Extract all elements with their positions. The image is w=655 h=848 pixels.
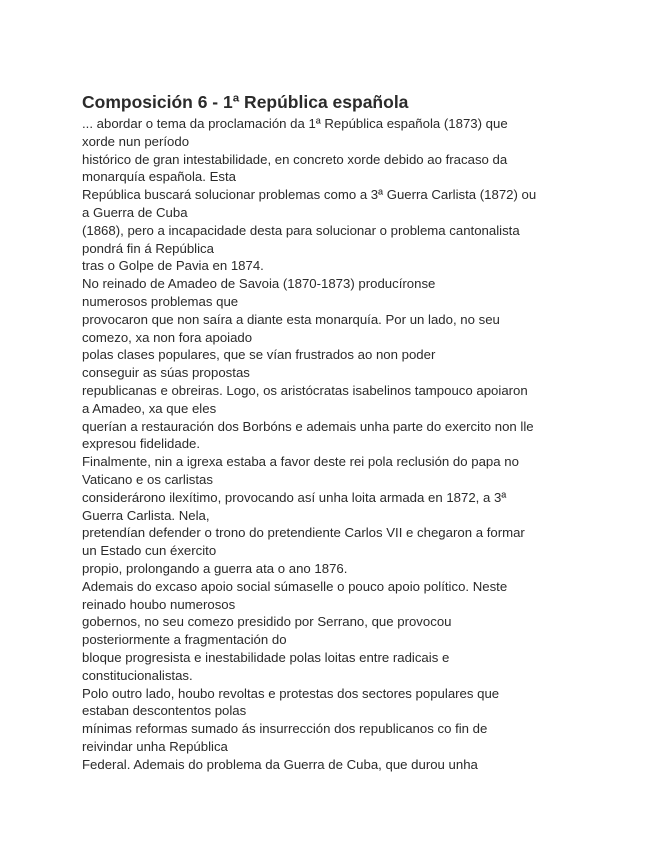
text-line: republicanas e obreiras. Logo, os aristócratas isabelinos tampouco apoiaron xyxy=(82,382,528,398)
text-line: Polo outro lado, houbo revoltas e protestas dos sectores populares que xyxy=(82,685,500,701)
text-line: reinado houbo numerosos xyxy=(82,596,236,612)
document-body xyxy=(82,115,574,773)
text-line: constitucionalistas. xyxy=(82,667,193,683)
document-content xyxy=(82,91,574,773)
text-line: estaban descontentos polas xyxy=(82,703,247,719)
text-line: comezo, xa non fora apoiado xyxy=(82,329,253,345)
text-line: Federal. Ademais do problema da Guerra de Cuba, que durou unha xyxy=(82,756,478,772)
text-line: monarquía española. Esta xyxy=(82,169,236,185)
text-line: bloque progresista e inestabilidade polas loitas entre radicais e xyxy=(82,649,450,665)
text-line: República buscará solucionar problemas como a 3ª Guerra Carlista (1872) ou xyxy=(82,187,537,203)
text-line: polas clases populares, que se vían frustrados ao non poder xyxy=(82,347,436,363)
text-line: Finalmente, nin a igrexa estaba a favor deste rei pola reclusión do papa no xyxy=(82,454,519,470)
text-line: tras o Golpe de Pavia en 1874. xyxy=(82,258,264,274)
text-line: ... abordar o tema da proclamación da 1ª República española (1873) que xyxy=(82,116,508,131)
text-line: Guerra Carlista. Nela, xyxy=(82,507,210,523)
text-line: Ademais do excaso apoio social súmaselle o pouco apoio político. Neste xyxy=(82,578,508,594)
text-line: (1868), pero a incapacidade desta para solucionar o problema cantonalista xyxy=(82,222,520,238)
text-line: provocaron que non saíra a diante esta monarquía. Por un lado, no seu xyxy=(82,311,500,327)
text-line: reivindar unha República xyxy=(82,738,228,754)
text-line: Vaticano e os carlistas xyxy=(82,471,213,487)
text-line: No reinado de Amadeo de Savoia (1870-1873) producíronse xyxy=(82,276,436,292)
text-line: posteriormente a fragmentación do xyxy=(82,632,287,648)
text-line: conseguir as súas propostas xyxy=(82,365,250,381)
text-line: histórico de gran intestabilidade, en concreto xorde debido ao fracaso da xyxy=(82,151,508,167)
document-title: Composición 6 - 1ª República española xyxy=(82,92,409,112)
text-line: considerárono ilexítimo, provocando así unha loita armada en 1872, a 3ª xyxy=(82,489,507,505)
text-line: expresou fidelidade. xyxy=(82,436,201,452)
text-line: a Guerra de Cuba xyxy=(82,204,188,220)
text-line: un Estado cun éxercito xyxy=(82,543,217,559)
text-line: xorde nun período xyxy=(82,133,190,149)
text-line: pretendían defender o trono do pretendiente Carlos VII e chegaron a formar xyxy=(82,525,525,541)
text-line: gobernos, no seu comezo presidido por Serrano, que provocou xyxy=(82,614,452,630)
text-line: pondrá fin á República xyxy=(82,240,214,256)
text-line: a Amadeo, xa que eles xyxy=(82,400,217,416)
text-line: numerosos problemas que xyxy=(82,293,239,309)
text-line: propio, prolongando a guerra ata o ano 1876. xyxy=(82,560,348,576)
text-line: querían a restauración dos Borbóns e ademais unha parte do exercito non lle xyxy=(82,418,534,434)
text-line: mínimas reformas sumado ás insurrección dos republicanos co fin de xyxy=(82,721,488,737)
